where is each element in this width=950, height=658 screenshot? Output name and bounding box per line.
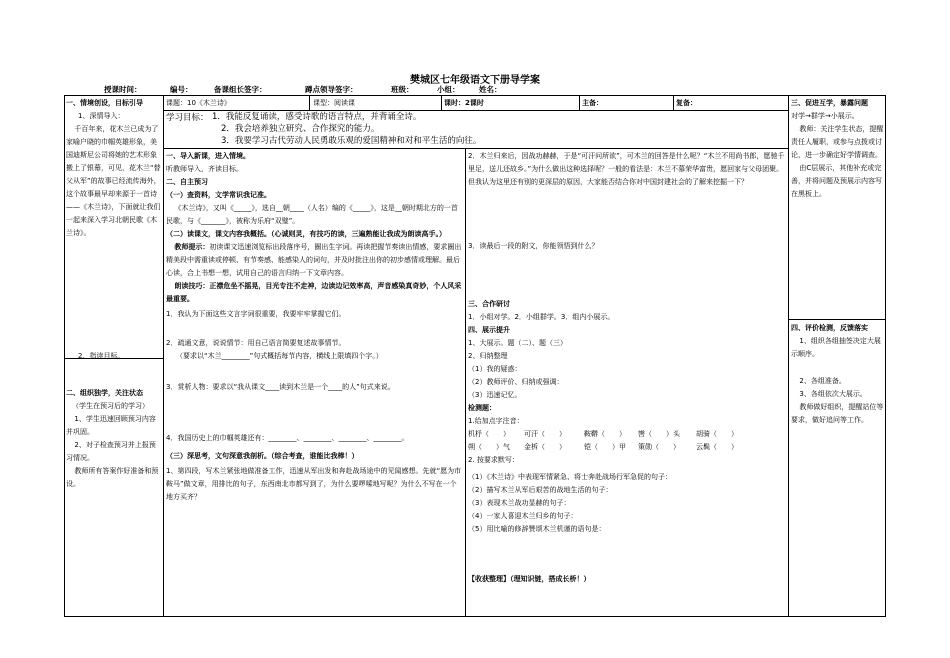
meta-name: 姓名： [479,85,502,94]
list-item: 1.给加点字注音： [468,417,524,425]
list-item: 2、归纳整理 [468,352,508,360]
main-prep-cell: 主备： [582,99,603,107]
dictation-item: （4）一家人喜迎木兰归乡的句子： [468,512,578,520]
section-heading: 四、评价检测，反馈落实 [791,324,868,332]
body-text: 1．小组对学。2．小组群学。3．组内小展示。 [468,313,615,321]
lesson-hours-cell: 课时：2课时 [444,99,484,107]
topic-cell: 课题：10《木兰诗》 [166,99,231,107]
body-text: 听教师导入，齐读目标。 [166,165,243,173]
section-heading: 检测题： [468,404,496,412]
document-title: 樊城区七年级语文下册导学案 [410,75,540,86]
review-prep-cell: 复备： [676,99,697,107]
phonetic-item: 铠（ ）甲 [584,443,626,451]
body-text: 1、组织各组抽签决定大展示顺序。 [791,337,881,358]
sub-heading: （学生在预习后的学习） [72,402,149,410]
col-divider [465,148,466,617]
phonetic-item: 辔（ ）头 [638,430,680,438]
col-divider [673,95,674,110]
body-text: 由C层展示，其他补充或完善，并将问题及预展示内容写在黑板上。 [791,164,882,198]
meta-teach-time: 授课时间： [104,85,142,94]
far-right-bottom [791,322,884,427]
list-item: 1、学生迅速回顾预习内容并巩固。 [66,415,156,436]
list-item: 教师所有答案作好准备和预设。 [66,467,159,488]
list-item: 1、大展示。题（二）、题（三） [468,339,567,347]
section-heading: 一、情境创设，目标引导 [66,99,143,107]
far-right-top [791,97,884,201]
goal-item: 3．我要学习古代劳动人民勇敢乐观的爱国精神和对和平生活的向往。 [221,136,482,146]
left-column [66,97,161,240]
phonetic-item: 朔（ ）气 [468,443,510,451]
phonetic-row [468,428,785,441]
col-divider [441,95,442,110]
section-heading: 三、合作研讨 [468,300,510,308]
row-divider [788,319,886,320]
dictation-item: （2）描写木兰从军后艰苦的战地生活的句子： [468,486,613,494]
section-heading: 二、组织独学，关注状态 [66,389,143,397]
list-item: （2）教师评价、归纳或强调： [468,378,564,386]
list-item: 2、对子检查预习并上报预习情况。 [66,441,156,462]
middle-column-top [166,150,462,306]
list-item: 2. 按要求默写： [468,456,519,464]
reading-skill [166,280,462,306]
question-1: 1．我认为下面这些文言字词很重要，我要牢牢掌握它们。 [166,310,346,318]
intro-text: 千百年来，花木兰已成为了家喻户晓的巾帼英雄形象，美国迪斯尼公司将她的艺术形象搬上了银幕，可见，花木兰“替父从军”的故事已经流传海外，这个故事最早却来源于一首诗——《木兰诗》，下面就让我们一起来深入学习北朝民歌《木兰诗》。 [66,125,161,237]
teacher-tip [166,241,462,280]
section-heading: 二、自主预习 [166,178,208,186]
deep-question-2: 2．木兰归来后，因战功赫赫，于是“可汗问所欲”，可木兰的回答是什么呢？“木兰不用尚书郎，愿驰千里足，送儿还故乡。”为什么做出这种选择呢？一般的看法是：木兰不慕荣华富贵，愿回家与父母团聚。但我认为这里还有别的更深层的原因，大家能否结合你对中国封建社会的了解来挖掘一下？ [468,152,785,186]
meta-leader-sign: 备课组长签字： [214,85,267,94]
deep-question-1: 1、第四段，写木兰紧张地做准备工作，迅速从军出发和奔赴战场途中的见闻感想。先就“愿为市鞍马”做文章，用排比的句子，东西南北市都写到了，为什么要啰嗦地写呢？为什么不写在一个地方买齐？ [166,467,462,501]
section-heading: 一、导入新课，进入情境。 [166,152,250,160]
phonetic-item: 云鬓（ ） [696,443,738,451]
skill-text: 正襟危坐不摇晃，目光专注不走神，边读边记效率高，声音感染真奇妙，个人风采最重要。 [166,282,462,303]
question-3: 3．赏析人物：要求以“我从课文____读到木兰是一个____的人”句式来说。 [166,383,395,391]
phonetic-item: 金柝（ ） [524,443,566,451]
section-heading: 三、促进互学，暴露问题 [791,99,868,107]
phonetic-item: 可汗（ ） [524,430,566,438]
meta-group: 小组： [437,85,460,94]
phonetic-item: 鞍鞯（ ） [584,430,626,438]
body-text: 教师：关注学生状态，提醒责任人履职，或参与点拨或讨论，进一步确定好学情调查。 [791,125,884,159]
phonetic-item: 机杼（ ） [468,430,510,438]
body-text: 教师做好组织，提醒站位等要求，做好追问等工作。 [791,403,884,424]
skill-label: 朗读技巧： [174,282,210,290]
dictation-item: （5）用比喻的修辞赞颂木兰机谨的语句是： [468,525,606,533]
sub-heading: 2、指读目标。 [78,352,125,360]
deep-question-3: 3．读最后一段的附文，你能领悟到什么？ [468,242,599,250]
left-section-2 [66,387,161,491]
lesson-type-cell: 课型：阅读课 [313,99,355,107]
row-divider [163,148,788,149]
goal-item: 1．我能反复诵读，感受诗歌的语言特点，并背诵全诗。 [212,112,422,122]
body-text: 对学→群学→小展示。 [791,112,859,120]
list-item: （3）迅速记忆。 [468,391,522,399]
body-text: 3、各组依次大展示。 [799,390,867,398]
section-heading: （三）深思考，文句深意我剖析。（综合考查，谁能比我棒！） [166,452,359,460]
phonetic-row [468,441,785,454]
body-text: 《木兰诗》，又叫《_____》，选自__朝____（人名）编的《_____》，这是__朝时期北方的一首民歌，与《_______》，被称为乐府“双璧”。 [166,204,458,225]
phonetic-item: 策勋（ ） [638,443,680,451]
dictation-item: （1）《木兰诗》中表现军情紧急、将士奔赴战场行军急促的句子： [468,473,672,481]
tip-text: 初读课文迅速浏览标出段落序号，圈出生字词。再读把握节奏读出情感，要求圈出精美段中需重读或停顿、有节奏感、能感染人的词句，并及时批注出你的初步感情或理解。最后心读，合上书想一想，试用自己的语言归纳一下文章内容。 [166,243,462,277]
sub-heading: （二）读课文，课文内容我概括。（心诚则灵，有技巧的读，三遍熟能让我成为朗读高手。） [166,230,446,238]
meta-number: 编号： [170,85,193,94]
col-divider [579,95,580,110]
section-heading: 四、展示提升 [468,326,510,334]
sub-heading: （一）查资料，文学常识我记准。 [166,191,271,199]
meta-supervisor-sign: 蹲点领导签字： [305,85,358,94]
col-divider [163,95,164,617]
body-text: 2、各组准备。 [799,377,846,385]
goal-item: 2．我会培养独立研究、合作探究的能力。 [221,124,380,134]
sub-heading: 1、深情导入： [78,112,125,120]
harvest-heading: 【收获整理】（理知识链，搭成长桥！） [468,575,591,583]
question-2-note: （要求以“木兰________”句式概括每节内容，横线上限填四个字。） [176,352,383,360]
question-2: 2．疏通文意，说说情节：用自己语言简要复述故事情节。 [166,339,346,347]
phonetic-item: 胡骑（ ） [696,430,738,438]
goals-label: 学习目标： [166,113,209,123]
col-divider [788,95,789,617]
right-column-lower [468,298,785,536]
list-item: （1）我的疑惑： [468,365,522,373]
meta-class: 班级： [391,85,414,94]
question-4: 4．我国历史上的巾帼英雄还有：________、________、________、________。 [166,434,409,442]
col-divider [309,95,310,110]
tip-label: 教师提示： [174,243,210,251]
dictation-item: （3）表现木兰战功显赫的句子： [468,499,571,507]
